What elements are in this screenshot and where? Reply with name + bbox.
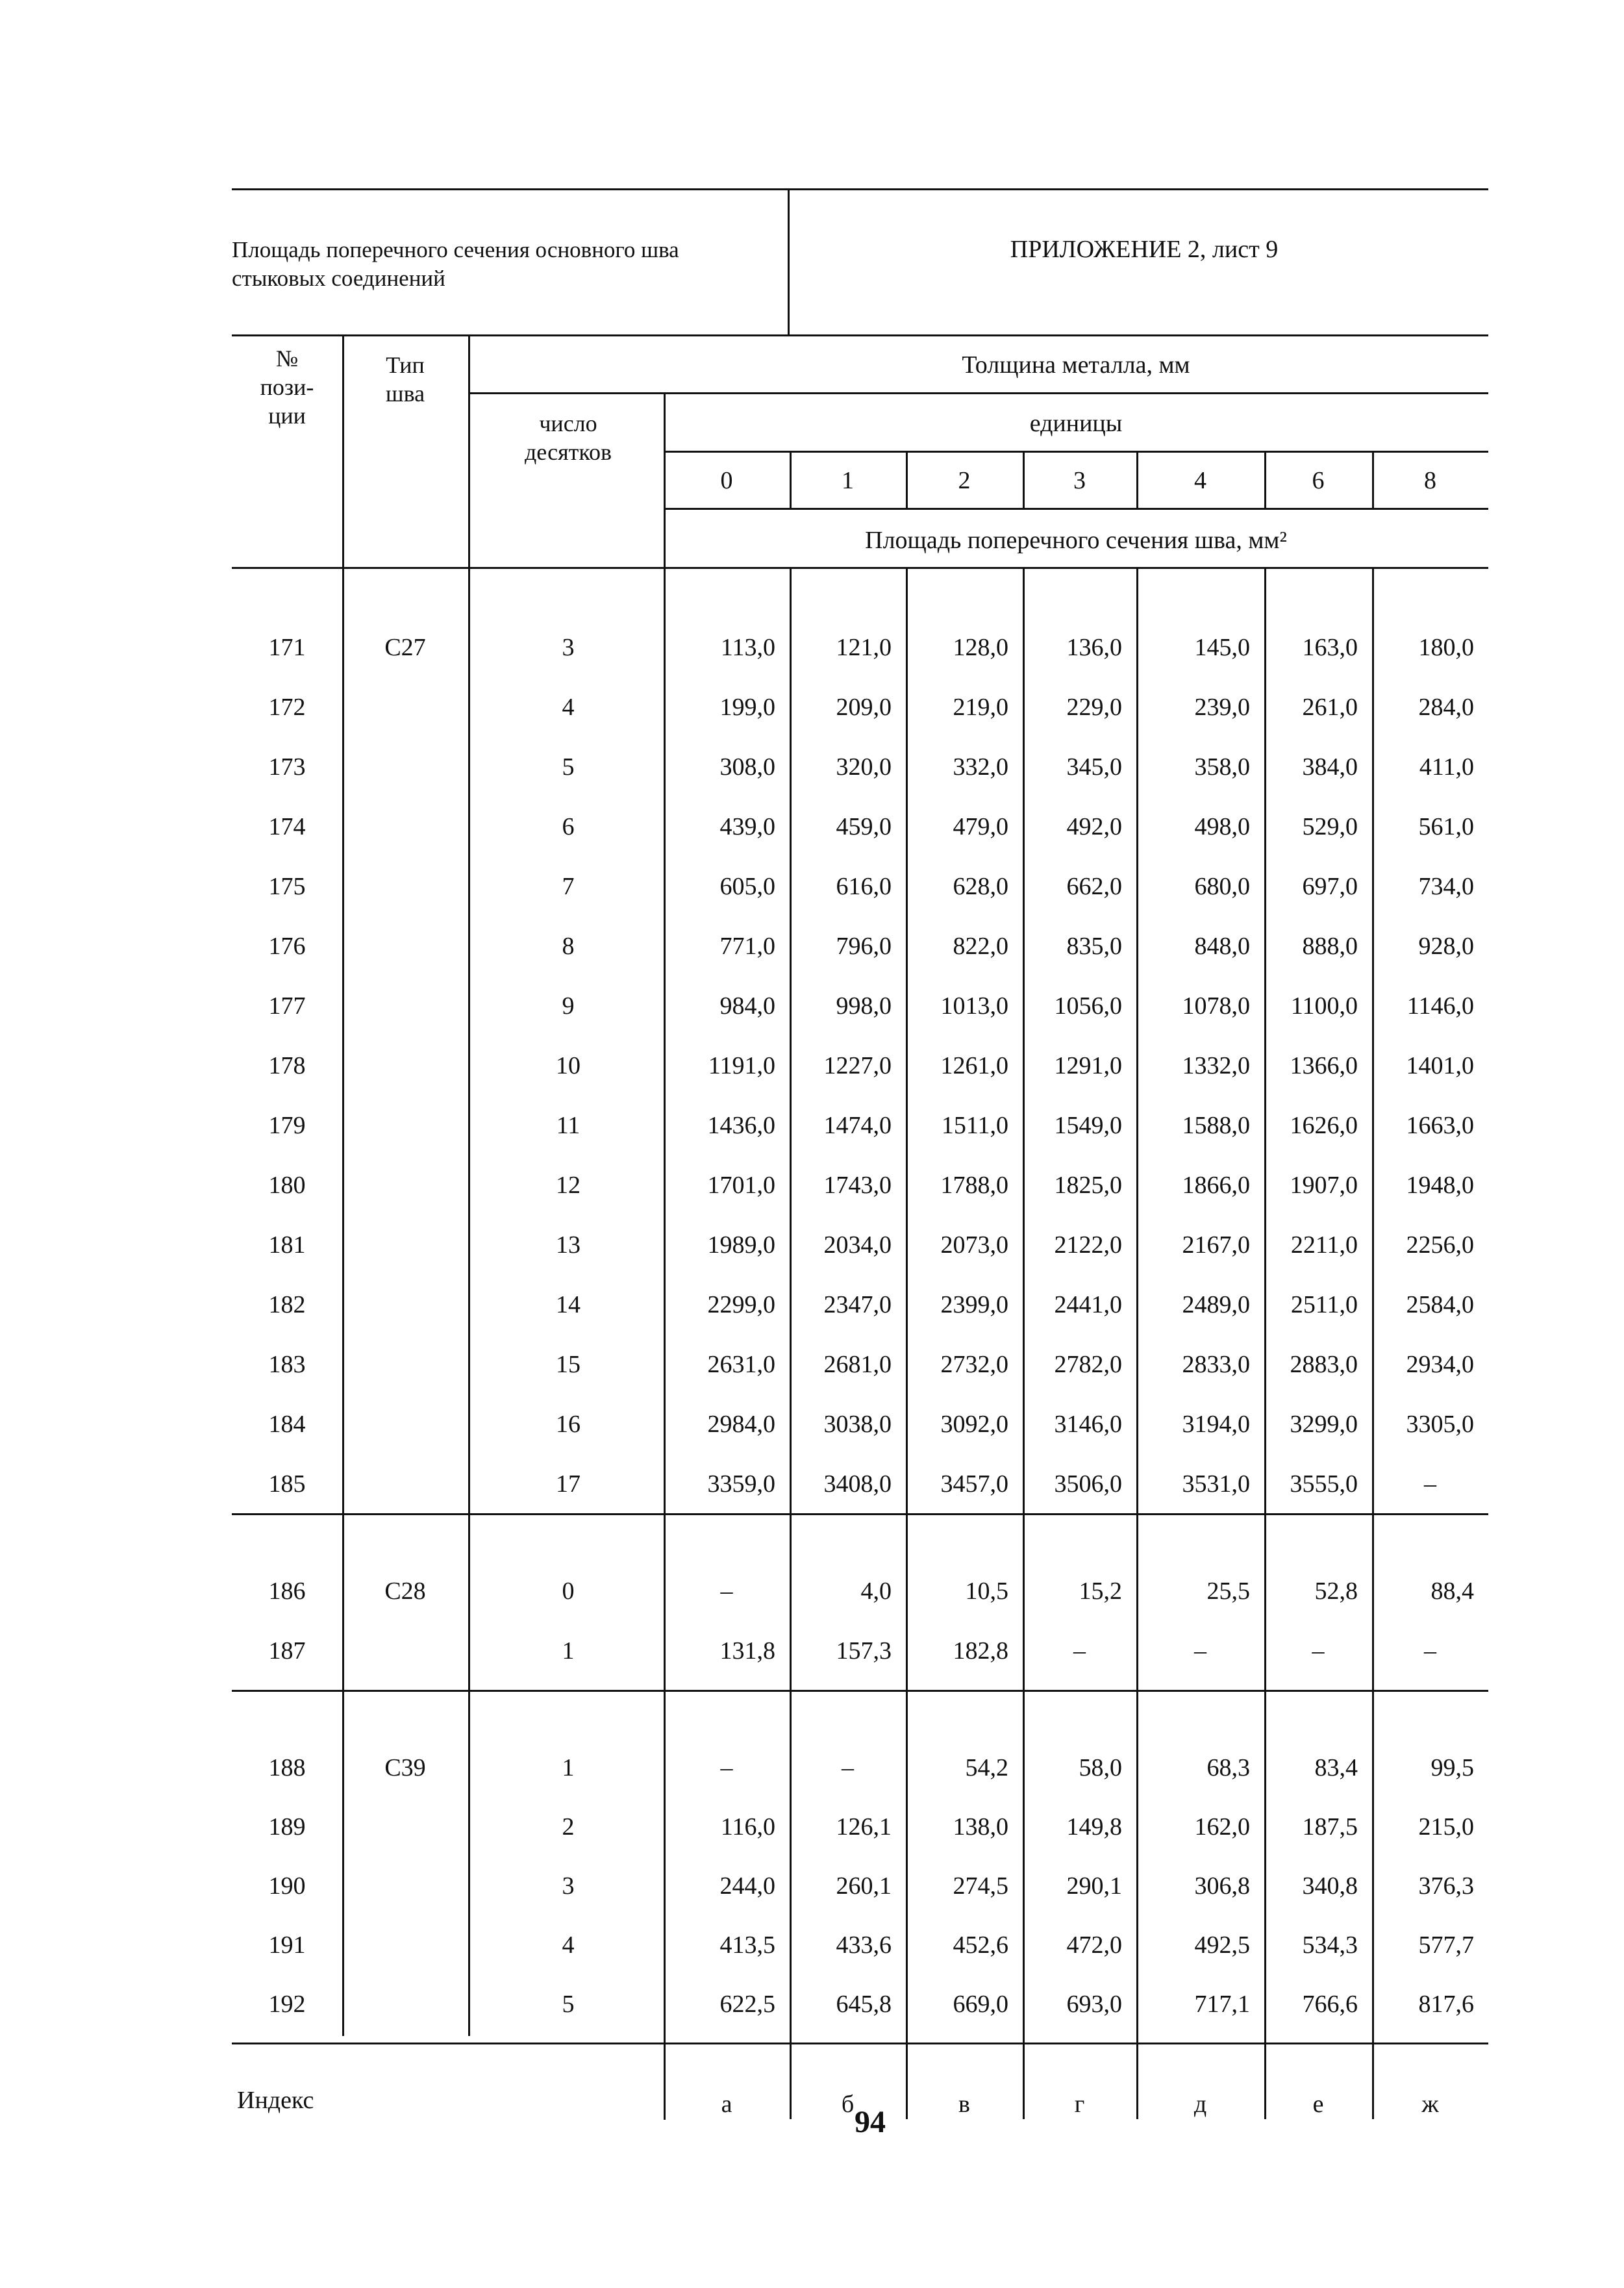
- value-cell: 332,0: [953, 753, 1008, 781]
- value-cell: 452,6: [953, 1931, 1008, 1959]
- position-cell: 179: [268, 1112, 306, 1139]
- value-cell: 439,0: [719, 813, 775, 840]
- group-rule-c28: [232, 1513, 1488, 1515]
- tens-cell: 4: [562, 694, 575, 721]
- type-cell: С28: [384, 1578, 426, 1605]
- index-letter: г: [1074, 2091, 1085, 2118]
- thickness-rule: [468, 392, 1488, 394]
- tens-cell: 1: [562, 1637, 575, 1665]
- value-cell: 848,0: [1194, 933, 1250, 960]
- position-cell: 176: [268, 933, 306, 960]
- tens-cell: 3: [562, 1872, 575, 1900]
- value-cell: 2399,0: [940, 1291, 1008, 1318]
- value-cell: 796,0: [836, 933, 892, 960]
- value-cell: 2347,0: [823, 1291, 892, 1318]
- value-cell: 835,0: [1066, 933, 1122, 960]
- value-cell: 3408,0: [823, 1470, 892, 1498]
- value-cell: 219,0: [953, 694, 1008, 721]
- header-divider: [788, 188, 790, 334]
- value-cell: 2256,0: [1406, 1231, 1474, 1259]
- value-cell: 284,0: [1418, 694, 1474, 721]
- position-cell: 173: [268, 753, 306, 781]
- unit-col-3: 3: [1073, 467, 1086, 494]
- value-cell: 229,0: [1066, 694, 1122, 721]
- position-cell: 185: [268, 1470, 306, 1498]
- value-cell: 215,0: [1418, 1813, 1474, 1841]
- unit-col-2: 2: [958, 467, 971, 494]
- value-cell: 358,0: [1194, 753, 1250, 781]
- position-cell: 184: [268, 1411, 306, 1438]
- tens-cell: 3: [562, 634, 575, 661]
- index-letter: б: [841, 2091, 855, 2118]
- value-cell: 182,8: [953, 1637, 1008, 1665]
- value-cell: 998,0: [836, 992, 892, 1020]
- tens-cell: 17: [556, 1470, 581, 1498]
- value-cell: 1332,0: [1182, 1052, 1250, 1079]
- value-cell: 1825,0: [1054, 1172, 1122, 1199]
- tens-cell: 10: [556, 1052, 581, 1079]
- tens-cell: 12: [556, 1172, 581, 1199]
- value-cell: 2732,0: [940, 1351, 1008, 1378]
- tens-cell: 4: [562, 1931, 575, 1959]
- value-cell: 25,5: [1206, 1578, 1250, 1605]
- tens-cell: 6: [562, 813, 575, 840]
- value-cell: 1291,0: [1054, 1052, 1122, 1079]
- value-cell: 771,0: [719, 933, 775, 960]
- value-cell: 3506,0: [1054, 1470, 1122, 1498]
- value-cell: 260,1: [836, 1872, 892, 1900]
- col-position-header: № пози- ции: [260, 346, 314, 429]
- tens-cell: 9: [562, 992, 575, 1020]
- tens-cell: 13: [556, 1231, 581, 1259]
- value-cell: 131,8: [719, 1637, 775, 1665]
- tens-cell: 7: [562, 873, 575, 900]
- tens-cell: 14: [556, 1291, 581, 1318]
- position-cell: 181: [268, 1231, 306, 1259]
- position-cell: 182: [268, 1291, 306, 1318]
- value-cell: 616,0: [836, 873, 892, 900]
- area-header: Площадь поперечного сечения шва, мм²: [865, 527, 1287, 554]
- value-cell: 1227,0: [823, 1052, 892, 1079]
- position-cell: 187: [268, 1637, 306, 1665]
- col-type-header: Тип шва: [385, 352, 425, 407]
- position-cell: 174: [268, 813, 306, 840]
- index-label: Индекс: [237, 2087, 314, 2114]
- value-cell: 1588,0: [1182, 1112, 1250, 1139]
- value-cell: –: [1424, 1637, 1436, 1665]
- value-cell: 2441,0: [1054, 1291, 1122, 1318]
- position-cell: 186: [268, 1578, 306, 1605]
- tens-header: число десятков: [524, 410, 612, 465]
- value-cell: 3194,0: [1182, 1411, 1250, 1438]
- value-cell: 187,5: [1302, 1813, 1358, 1841]
- value-cell: 411,0: [1419, 753, 1474, 781]
- value-cell: 149,8: [1066, 1813, 1122, 1841]
- value-cell: 376,3: [1418, 1872, 1474, 1900]
- value-cell: 1056,0: [1054, 992, 1122, 1020]
- value-cell: 1989,0: [707, 1231, 775, 1259]
- table-caption: Площадь поперечного сечения основного шва стыковых соединений: [232, 237, 679, 291]
- value-cell: 274,5: [953, 1872, 1008, 1900]
- value-cell: 413,5: [719, 1931, 775, 1959]
- header-bottom-rule: [232, 567, 1488, 569]
- position-cell: 189: [268, 1813, 306, 1841]
- value-cell: 459,0: [836, 813, 892, 840]
- position-cell: 171: [268, 634, 306, 661]
- value-cell: 83,4: [1314, 1754, 1358, 1781]
- index-rule: [232, 2043, 1488, 2044]
- position-cell: 175: [268, 873, 306, 900]
- value-cell: 2034,0: [823, 1231, 892, 1259]
- value-cell: 3457,0: [940, 1470, 1008, 1498]
- unit-col-0: 0: [720, 467, 733, 494]
- group-rule-c39: [232, 1690, 1488, 1692]
- tens-cell: 0: [562, 1578, 575, 1605]
- value-cell: 239,0: [1194, 694, 1250, 721]
- value-cell: 1436,0: [707, 1112, 775, 1139]
- value-cell: 1401,0: [1406, 1052, 1474, 1079]
- value-cell: 2167,0: [1182, 1231, 1250, 1259]
- value-cell: 2489,0: [1182, 1291, 1250, 1318]
- tens-cell: 16: [556, 1411, 581, 1438]
- value-cell: –: [720, 1754, 733, 1781]
- value-cell: 680,0: [1194, 873, 1250, 900]
- value-cell: 10,5: [965, 1578, 1008, 1605]
- value-cell: 145,0: [1194, 634, 1250, 661]
- value-cell: 766,6: [1302, 1991, 1358, 2018]
- value-cell: –: [1194, 1637, 1206, 1665]
- value-cell: 561,0: [1418, 813, 1474, 840]
- type-col-border: [468, 334, 470, 2036]
- type-cell: С39: [384, 1754, 426, 1781]
- value-cell: 2681,0: [823, 1351, 892, 1378]
- value-cell: 58,0: [1079, 1754, 1122, 1781]
- value-cell: –: [842, 1754, 854, 1781]
- position-cell: 190: [268, 1872, 306, 1900]
- value-cell: 308,0: [719, 753, 775, 781]
- value-cell: 734,0: [1418, 873, 1474, 900]
- value-cell: 1191,0: [708, 1052, 775, 1079]
- value-cell: 717,1: [1194, 1991, 1250, 2018]
- value-cell: 2073,0: [940, 1231, 1008, 1259]
- value-cell: 3092,0: [940, 1411, 1008, 1438]
- table-top-rule: [232, 334, 1488, 336]
- value-cell: 577,7: [1418, 1931, 1474, 1959]
- value-cell: 492,5: [1194, 1931, 1250, 1959]
- value-cell: 2883,0: [1290, 1351, 1358, 1378]
- value-cell: 1948,0: [1406, 1172, 1474, 1199]
- index-letter: е: [1312, 2091, 1324, 2118]
- value-cell: 605,0: [719, 873, 775, 900]
- value-cell: 2782,0: [1054, 1351, 1122, 1378]
- position-cell: 192: [268, 1991, 306, 2018]
- value-cell: –: [1073, 1637, 1086, 1665]
- value-cell: 306,8: [1194, 1872, 1250, 1900]
- value-cell: 3146,0: [1054, 1411, 1122, 1438]
- value-cell: 261,0: [1302, 694, 1358, 721]
- value-cell: 472,0: [1066, 1931, 1122, 1959]
- value-cell: 984,0: [719, 992, 775, 1020]
- value-cell: 529,0: [1302, 813, 1358, 840]
- value-cell: 697,0: [1302, 873, 1358, 900]
- position-cell: 183: [268, 1351, 306, 1378]
- index-letter: ж: [1421, 2091, 1439, 2118]
- value-cell: 138,0: [953, 1813, 1008, 1841]
- value-cell: –: [1424, 1470, 1436, 1498]
- value-cell: 1511,0: [941, 1112, 1008, 1139]
- value-cell: 479,0: [953, 813, 1008, 840]
- index-letter: в: [958, 2091, 970, 2118]
- tens-cell: 8: [562, 933, 575, 960]
- top-rule: [232, 188, 1488, 190]
- value-cell: 340,8: [1302, 1872, 1358, 1900]
- value-cell: 52,8: [1314, 1578, 1358, 1605]
- value-cell: 2511,0: [1290, 1291, 1358, 1318]
- position-cell: 188: [268, 1754, 306, 1781]
- value-cell: 534,3: [1302, 1931, 1358, 1959]
- value-cell: 2984,0: [707, 1411, 775, 1438]
- unit-col-4: 4: [1194, 467, 1206, 494]
- index-letter: а: [721, 2091, 732, 2118]
- value-cell: 1701,0: [707, 1172, 775, 1199]
- tens-cell: 5: [562, 753, 575, 781]
- value-cell: 1788,0: [940, 1172, 1008, 1199]
- value-cell: 345,0: [1066, 753, 1122, 781]
- value-cell: 290,1: [1066, 1872, 1122, 1900]
- value-cell: 645,8: [836, 1991, 892, 2018]
- value-cell: 3359,0: [707, 1470, 775, 1498]
- value-cell: 693,0: [1066, 1991, 1122, 2018]
- value-cell: 68,3: [1206, 1754, 1250, 1781]
- value-cell: 2122,0: [1054, 1231, 1122, 1259]
- tens-cell: 5: [562, 1991, 575, 2018]
- value-cell: 1261,0: [940, 1052, 1008, 1079]
- value-cell: 99,5: [1430, 1754, 1474, 1781]
- value-cell: 622,5: [719, 1991, 775, 2018]
- value-cell: 3305,0: [1406, 1411, 1474, 1438]
- value-cell: 113,0: [720, 634, 775, 661]
- value-cell: 669,0: [953, 1991, 1008, 2018]
- value-cell: 116,0: [720, 1813, 775, 1841]
- value-cell: 162,0: [1194, 1813, 1250, 1841]
- tens-cell: 1: [562, 1754, 575, 1781]
- value-cell: 822,0: [953, 933, 1008, 960]
- value-cell: 128,0: [953, 634, 1008, 661]
- value-cell: 2631,0: [707, 1351, 775, 1378]
- value-cell: 928,0: [1418, 933, 1474, 960]
- type-cell: С27: [384, 634, 426, 661]
- value-cell: 662,0: [1066, 873, 1122, 900]
- value-cell: –: [720, 1578, 733, 1605]
- appendix-label: ПРИЛОЖЕНИЕ 2, лист 9: [1010, 236, 1279, 263]
- tens-cell: 2: [562, 1813, 575, 1841]
- tens-cell: 11: [556, 1112, 581, 1139]
- value-cell: 1474,0: [823, 1112, 892, 1139]
- value-cell: 1366,0: [1290, 1052, 1358, 1079]
- value-cell: 88,4: [1430, 1578, 1474, 1605]
- value-cell: 2211,0: [1290, 1231, 1358, 1259]
- value-cell: 3531,0: [1182, 1470, 1250, 1498]
- value-cell: 817,6: [1418, 1991, 1474, 2018]
- value-cell: 54,2: [965, 1754, 1008, 1781]
- value-cell: 320,0: [836, 753, 892, 781]
- value-cell: 180,0: [1418, 634, 1474, 661]
- value-cell: 3038,0: [823, 1411, 892, 1438]
- value-cell: 4,0: [860, 1578, 892, 1605]
- value-cell: 1866,0: [1182, 1172, 1250, 1199]
- thickness-header: Толщина металла, мм: [962, 351, 1190, 379]
- value-cell: 2934,0: [1406, 1351, 1474, 1378]
- units-rule: [664, 451, 1488, 453]
- position-cell: 180: [268, 1172, 306, 1199]
- value-cell: 1663,0: [1406, 1112, 1474, 1139]
- unit-col-8: 8: [1424, 467, 1436, 494]
- position-cell: 177: [268, 992, 306, 1020]
- position-cell: 178: [268, 1052, 306, 1079]
- value-cell: 492,0: [1066, 813, 1122, 840]
- units-header: единицы: [1029, 410, 1123, 437]
- value-cell: 1626,0: [1290, 1112, 1358, 1139]
- value-cell: 244,0: [719, 1872, 775, 1900]
- value-cell: 2833,0: [1182, 1351, 1250, 1378]
- value-cell: 1743,0: [823, 1172, 892, 1199]
- value-cell: 1146,0: [1406, 992, 1474, 1020]
- value-cell: 2584,0: [1406, 1291, 1474, 1318]
- value-cell: 888,0: [1302, 933, 1358, 960]
- value-cell: 1907,0: [1290, 1172, 1358, 1199]
- value-cell: 1078,0: [1182, 992, 1250, 1020]
- index-letter: д: [1193, 2091, 1207, 2118]
- value-cell: –: [1312, 1637, 1325, 1665]
- tens-cell: 15: [556, 1351, 581, 1378]
- value-cell: 1100,0: [1290, 992, 1358, 1020]
- value-cell: 121,0: [836, 634, 892, 661]
- value-cell: 126,1: [836, 1813, 892, 1841]
- value-cell: 136,0: [1066, 634, 1122, 661]
- position-cell: 172: [268, 694, 306, 721]
- value-cell: 433,6: [836, 1931, 892, 1959]
- position-cell: 191: [268, 1931, 306, 1959]
- value-cell: 2299,0: [707, 1291, 775, 1318]
- unit-col-1: 1: [842, 467, 854, 494]
- value-cell: 15,2: [1079, 1578, 1122, 1605]
- value-cell: 3299,0: [1290, 1411, 1358, 1438]
- value-cell: 163,0: [1302, 634, 1358, 661]
- value-cell: 1013,0: [940, 992, 1008, 1020]
- value-cell: 157,3: [836, 1637, 892, 1665]
- value-cell: 628,0: [953, 873, 1008, 900]
- value-cell: 199,0: [719, 694, 775, 721]
- value-cell: 384,0: [1302, 753, 1358, 781]
- value-cell: 3555,0: [1290, 1470, 1358, 1498]
- unit-col-6: 6: [1312, 467, 1325, 494]
- unit-cols-rule: [664, 508, 1488, 510]
- value-cell: 498,0: [1194, 813, 1250, 840]
- pos-col-border: [342, 334, 344, 2036]
- value-cell: 1549,0: [1054, 1112, 1122, 1139]
- page-number: 94: [855, 2105, 886, 2139]
- value-cell: 209,0: [836, 694, 892, 721]
